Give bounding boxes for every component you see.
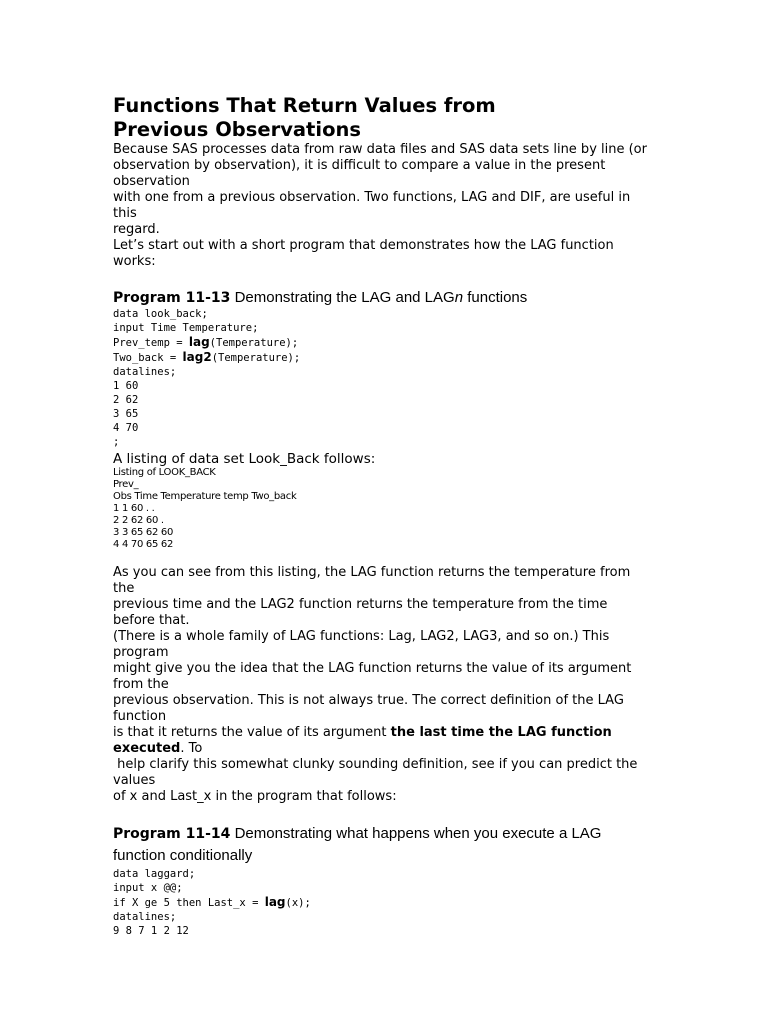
intro-line: observation <box>113 174 190 189</box>
program-11-14-heading <box>113 823 673 867</box>
code-line: datalines; <box>113 366 177 378</box>
explanation-line: previous observation. This is not always true. The correct definition of the LAG <box>113 693 624 708</box>
listing-line: Prev_ <box>113 479 139 490</box>
program-caption: Demonstrating the LAG and LAGn functions <box>230 289 528 306</box>
intro-line: observation by observation), it is difficult to compare a value in the present <box>113 158 606 173</box>
program-11-13-heading <box>113 289 673 307</box>
document-content <box>113 94 673 938</box>
explanation-line: from the <box>113 677 169 692</box>
explanation-line: function <box>113 709 167 724</box>
explanation-line: As you can see from this listing, the LAG function returns the temperature from <box>113 565 631 580</box>
page-title <box>113 94 673 142</box>
listing-line: Obs Time Temperature temp Two_back <box>113 491 297 502</box>
explanation-line: before that. <box>113 613 190 628</box>
code-line: data look_back; <box>113 308 208 320</box>
look-back-listing <box>113 467 673 551</box>
code-line: ; <box>113 436 120 448</box>
explanation-paragraph <box>113 565 673 805</box>
listing-line: 1 1 60 . . <box>113 503 155 514</box>
code-line: 2 62 <box>113 394 139 406</box>
code-line: if X ge 5 then Last_x = lag(x); <box>113 895 311 909</box>
code-line: Two_back = lag2(Temperature); <box>113 350 301 364</box>
program-11-13-code <box>113 307 673 449</box>
definition-emphasis: the last time the LAG function <box>390 725 612 740</box>
code-line: Prev_temp = lag(Temperature); <box>113 335 299 349</box>
explanation-line: of x and Last_x in the program that follows: <box>113 789 397 804</box>
intro-line: this <box>113 206 137 221</box>
code-line: datalines; <box>113 911 177 923</box>
title-line-2: Previous Observations <box>113 118 361 141</box>
listing-line: 3 3 65 62 60 <box>113 527 174 538</box>
explanation-line: (There is a whole family of LAG functions: Lag, LAG2, LAG3, and so on.) This <box>113 629 610 644</box>
code-line: 1 60 <box>113 380 139 392</box>
code-line: input x @@; <box>113 882 183 894</box>
listing-line: Listing of LOOK_BACK <box>113 467 216 478</box>
code-line: 4 70 <box>113 422 139 434</box>
code-line: 9 8 7 1 2 12 <box>113 925 189 937</box>
code-line: data laggard; <box>113 868 196 880</box>
intro-line: Let’s start out with a short program that demonstrates how the LAG function <box>113 238 614 253</box>
explanation-line: the <box>113 581 135 596</box>
listing-line: 2 2 62 60 . <box>113 515 164 526</box>
program-caption: function conditionally <box>113 847 253 864</box>
intro-line: regard. <box>113 222 160 237</box>
intro-line: Because SAS processes data from raw data files and SAS data sets line by line (or <box>113 142 647 157</box>
intro-line: works: <box>113 254 156 269</box>
code-line: 3 65 <box>113 408 139 420</box>
explanation-line: help clarify this somewhat clunky sounding definition, see if you can predict the <box>113 757 638 772</box>
explanation-line: program <box>113 645 169 660</box>
explanation-line: might give you the idea that the LAG function returns the value of its argument <box>113 661 632 676</box>
explanation-line: previous time and the LAG2 function returns the temperature from the time <box>113 597 608 612</box>
definition-line: is that it returns the value of its argument the last time the LAG function <box>113 725 612 740</box>
intro-line: with one from a previous observation. Two functions, LAG and DIF, are useful in <box>113 190 631 205</box>
listing-line: 4 4 70 65 62 <box>113 539 174 550</box>
program-number: Program 11-14 <box>113 826 231 842</box>
listing-intro: A listing of data set Look_Back follows: <box>113 451 376 467</box>
explanation-line: values <box>113 773 156 788</box>
definition-line: executed. To <box>113 741 203 756</box>
intro-paragraph <box>113 142 673 270</box>
program-11-14-code <box>113 867 673 938</box>
program-number: Program 11-13 <box>113 290 231 306</box>
title-line-1: Functions That Return Values from <box>113 94 496 117</box>
program-caption: Demonstrating what happens when you execute a LAG <box>230 825 602 842</box>
code-line: input Time Temperature; <box>113 322 259 334</box>
definition-emphasis: executed <box>113 741 181 756</box>
